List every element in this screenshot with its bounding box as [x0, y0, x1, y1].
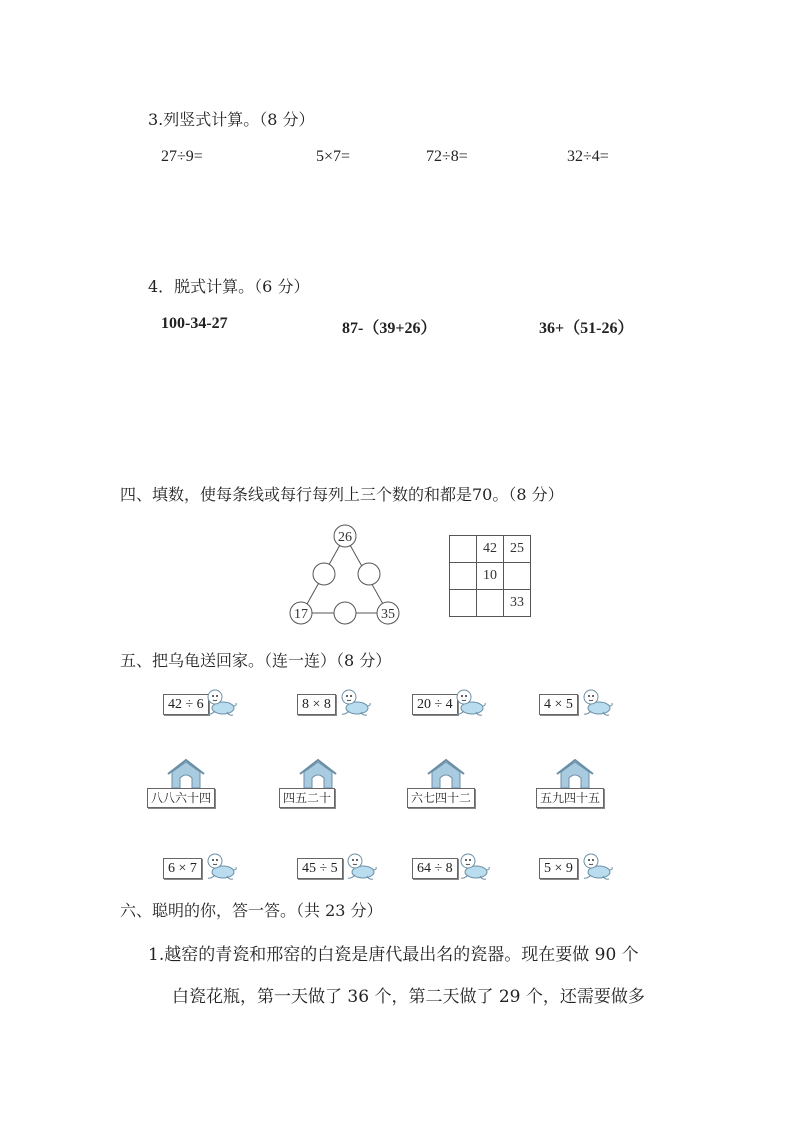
- magic-square-grid: [449, 535, 531, 617]
- house-label: 八八六十四: [147, 788, 215, 808]
- turtle-icon: [456, 851, 490, 881]
- q4-title: 4．脱式计算。（6 分）: [148, 277, 310, 296]
- turtle-bottom-4[interactable]: [539, 851, 614, 881]
- turtle-expression: 64 ÷ 8: [412, 858, 458, 879]
- triangle-top-value: 26: [338, 530, 352, 545]
- grid-cell[interactable]: [450, 563, 477, 590]
- q4-item-1: 100-34-27: [161, 315, 228, 332]
- turtle-expression: 42 ÷ 6: [163, 694, 209, 715]
- sec6-question-line-1: 1.越窑的青瓷和邢窑的白瓷是唐代最出名的瓷器。现在要做 90 个: [148, 945, 639, 965]
- grid-cell: 10: [477, 563, 504, 590]
- turtle-expression: 8 × 8: [297, 694, 336, 715]
- house-label: 四五二十: [279, 788, 335, 808]
- house-label: 六七四十二: [407, 788, 475, 808]
- house-1[interactable]: [147, 758, 237, 808]
- turtle-icon: [579, 687, 613, 717]
- grid-cell: 42: [477, 536, 504, 563]
- grid-cell[interactable]: [477, 590, 504, 617]
- grid-cell[interactable]: [450, 590, 477, 617]
- turtle-bottom-1[interactable]: [163, 851, 238, 881]
- turtle-expression: 5 × 9: [539, 858, 578, 879]
- turtle-expression: 20 ÷ 4: [412, 694, 458, 715]
- house-label: 五九四十五: [536, 788, 604, 808]
- q3-item-4: 32÷4=: [567, 148, 609, 165]
- turtle-expression: 4 × 5: [539, 694, 578, 715]
- grid-cell[interactable]: [504, 563, 531, 590]
- grid-cell[interactable]: [450, 536, 477, 563]
- house-2[interactable]: [279, 758, 369, 808]
- q4-item-2: 87-（39+26）: [342, 320, 437, 337]
- house-icon: [425, 758, 467, 790]
- sec4-title: 四、填数，使每条线或每行每列上三个数的和都是70。（8 分）: [120, 485, 564, 504]
- circle-left-empty[interactable]: [313, 563, 335, 585]
- q3-item-3: 72÷8=: [426, 148, 468, 165]
- turtle-expression: 6 × 7: [163, 858, 202, 879]
- triangle-bottom-left-value: 17: [294, 607, 308, 622]
- house-icon: [165, 758, 207, 790]
- turtle-icon: [343, 851, 377, 881]
- turtle-icon: [337, 687, 371, 717]
- house-icon: [554, 758, 596, 790]
- turtle-top-1[interactable]: [163, 687, 238, 717]
- turtle-icon: [203, 687, 237, 717]
- turtle-bottom-3[interactable]: [412, 851, 487, 881]
- turtle-top-3[interactable]: [412, 687, 487, 717]
- triangle-bottom-right-value: 35: [381, 607, 395, 622]
- triangle-puzzle: [282, 520, 412, 628]
- turtle-top-2[interactable]: [297, 687, 372, 717]
- grid-cell: 25: [504, 536, 531, 563]
- q4-item-3: 36+（51-26）: [539, 320, 634, 337]
- sec6-title: 六、聪明的你，答一答。（共 23 分）: [120, 901, 383, 920]
- turtle-top-4[interactable]: [539, 687, 614, 717]
- turtle-icon: [579, 851, 613, 881]
- turtle-expression: 45 ÷ 5: [297, 858, 343, 879]
- turtle-icon: [203, 851, 237, 881]
- turtle-icon: [452, 687, 486, 717]
- sec6-question-line-2: 白瓷花瓶，第一天做了 36 个，第二天做了 29 个，还需要做多: [172, 987, 645, 1007]
- circle-right-empty[interactable]: [358, 563, 380, 585]
- q3-title: 3.列竖式计算。（8 分）: [148, 110, 315, 129]
- sec5-title: 五、把乌龟送回家。（连一连）（8 分）: [120, 651, 392, 670]
- q3-item-2: 5×7=: [316, 148, 351, 165]
- circle-bottom-mid-empty[interactable]: [334, 602, 356, 624]
- grid-cell: 33: [504, 590, 531, 617]
- house-3[interactable]: [407, 758, 497, 808]
- house-4[interactable]: [536, 758, 626, 808]
- house-icon: [297, 758, 339, 790]
- turtle-bottom-2[interactable]: [297, 851, 372, 881]
- q3-item-1: 27÷9=: [161, 148, 203, 165]
